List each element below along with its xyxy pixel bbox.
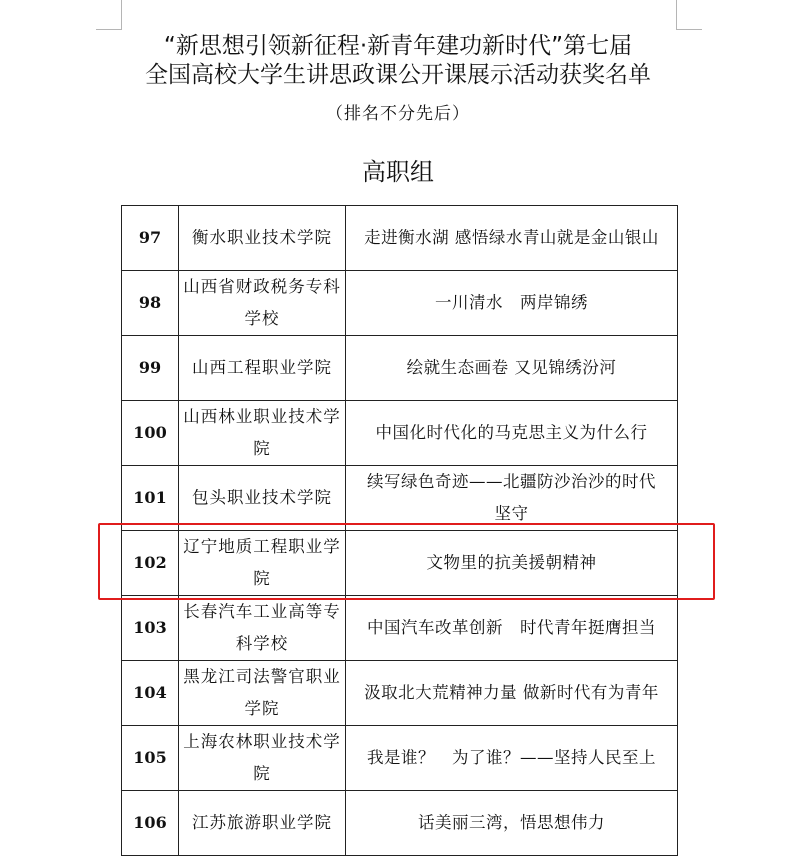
- row-number: 105: [122, 726, 179, 791]
- row-number: 104: [122, 661, 179, 726]
- school-name: 长春汽车工业高等专科学校: [179, 596, 346, 661]
- school-name: 辽宁地质工程职业学院: [179, 531, 346, 596]
- table-row: [122, 336, 678, 401]
- row-number: 101: [122, 466, 179, 531]
- crop-mark-right-h: [676, 29, 702, 30]
- row-number: 100: [122, 401, 179, 466]
- title-line-2: 全国高校大学生讲思政课公开课展示活动获奖名单: [145, 62, 651, 88]
- row-number: 103: [122, 596, 179, 661]
- table-row: [122, 726, 678, 791]
- awards-table: [121, 205, 678, 856]
- table-row: [122, 466, 678, 531]
- table-row: [122, 206, 678, 271]
- course-title: 续写绿色奇迹——北疆防沙治沙的时代坚守: [346, 466, 678, 531]
- school-name: 山西省财政税务专科学校: [179, 271, 346, 336]
- course-title: 我是谁？ 为了谁？——坚持人民至上: [346, 726, 678, 791]
- row-number: 97: [122, 206, 179, 271]
- course-title: 绘就生态画卷 又见锦绣汾河: [346, 336, 678, 401]
- school-name: 山西工程职业学院: [179, 336, 346, 401]
- school-name: 衡水职业技术学院: [179, 206, 346, 271]
- course-title: 话美丽三湾，悟思想伟力: [346, 791, 678, 856]
- school-name: 上海农林职业技术学院: [179, 726, 346, 791]
- school-name: 江苏旅游职业学院: [179, 791, 346, 856]
- ranking-note: （排名不分先后）: [326, 104, 470, 124]
- school-name: 山西林业职业技术学院: [179, 401, 346, 466]
- table-row: [122, 401, 678, 466]
- table-row: [122, 596, 678, 661]
- course-title: 中国化时代化的马克思主义为什么行: [346, 401, 678, 466]
- course-title: 汲取北大荒精神力量 做新时代有为青年: [346, 661, 678, 726]
- school-name: 包头职业技术学院: [179, 466, 346, 531]
- document-title: [0, 32, 796, 90]
- row-number: 98: [122, 271, 179, 336]
- course-title: 走进衡水湖 感悟绿水青山就是金山银山: [346, 206, 678, 271]
- row-number: 106: [122, 791, 179, 856]
- table-row: [122, 661, 678, 726]
- table-row: [122, 271, 678, 336]
- course-title: 一川清水 两岸锦绣: [346, 271, 678, 336]
- crop-mark-left-h: [96, 29, 122, 30]
- row-number: 99: [122, 336, 179, 401]
- crop-mark-right: [676, 0, 677, 30]
- table-row-highlighted: [122, 531, 678, 596]
- course-title: 中国汽车改革创新 时代青年挺膺担当: [346, 596, 678, 661]
- group-heading: 高职组: [362, 158, 434, 186]
- crop-mark-left: [121, 0, 122, 30]
- school-name: 黑龙江司法警官职业学院: [179, 661, 346, 726]
- table-row: [122, 791, 678, 856]
- course-title: 文物里的抗美援朝精神: [346, 531, 678, 596]
- title-line-1: “新思想引领新征程·新青年建功新时代”第七届: [163, 33, 633, 59]
- row-number: 102: [122, 531, 179, 596]
